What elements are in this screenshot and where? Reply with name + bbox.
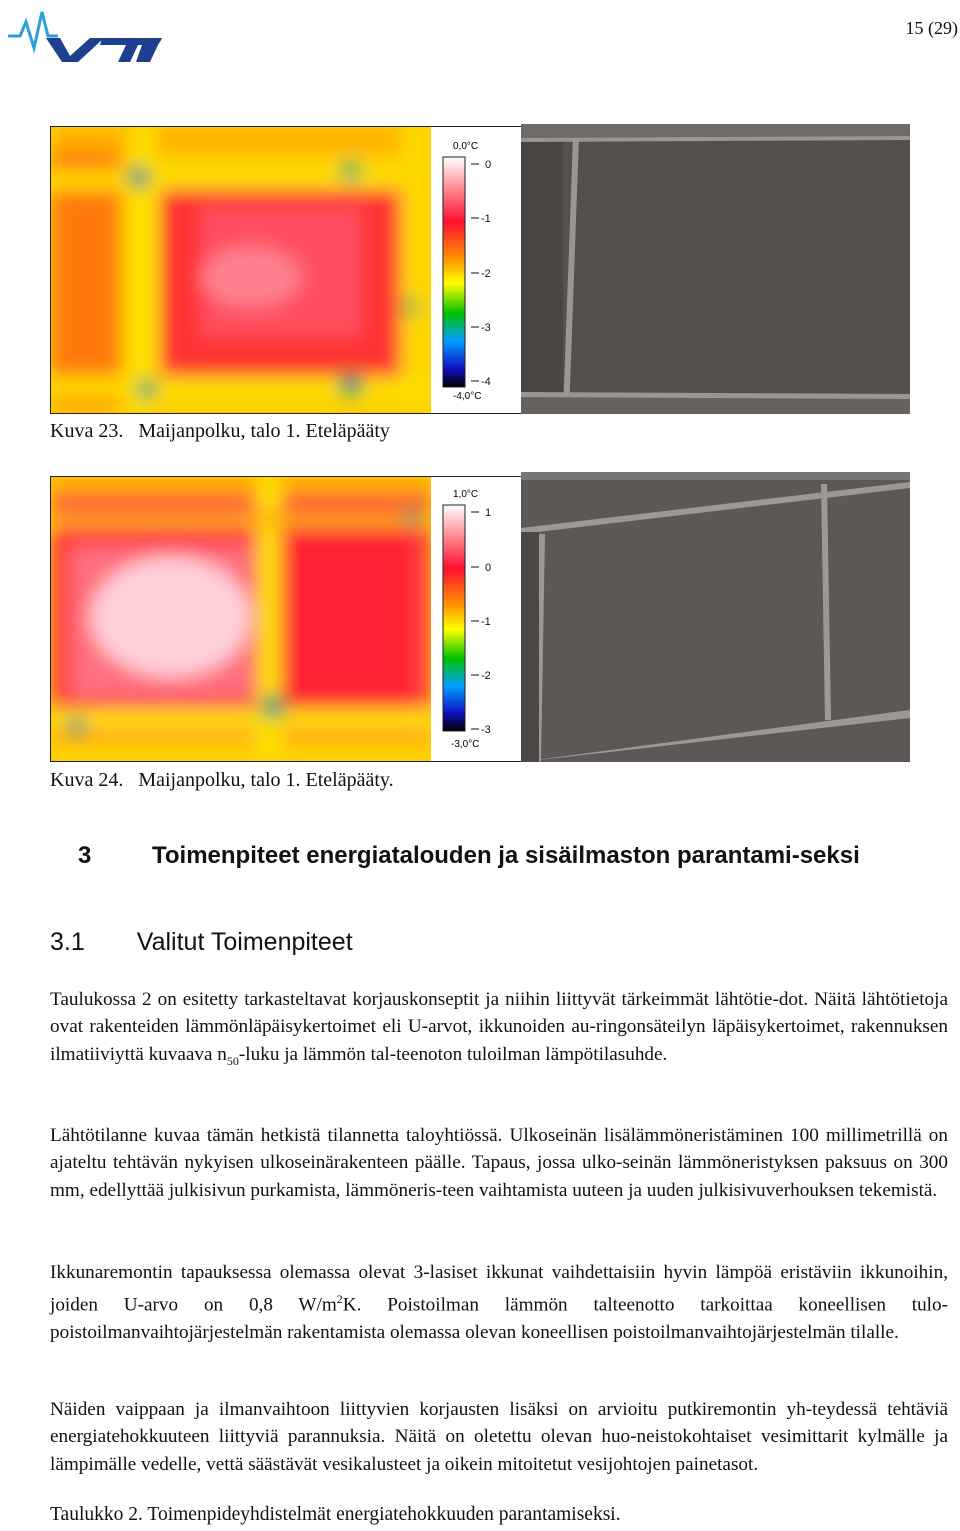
paragraph-3-superscript: 2 — [336, 1292, 343, 1307]
section-3-number: 3 — [78, 842, 92, 869]
page-number: 15 (29) — [905, 18, 958, 38]
thermal-image-24 — [50, 476, 522, 762]
paragraph-4: Näiden vaippaan ja ilmanvaihtoon liittyvien korjausten lisäksi on arvioitu putkiremontin yh-teydessä tehtäviä energiatehokkuuteen liittyviä parannuksia. Näitä on oletettu olevan huo-neistokohtaiset vesimittarit kylmälle ja lämpimälle vedelle, vettä säästävät vesikalusteet ja oikein mitoitetut vesijohtojen painetasot. — [50, 1399, 948, 1475]
figure-24-caption — [50, 769, 394, 792]
facade-photo-24 — [521, 472, 910, 762]
figure-24-label: Kuva 24. — [50, 769, 124, 791]
svg-text:-2: -2 — [481, 268, 491, 280]
svg-text:-1: -1 — [481, 213, 491, 225]
figure-23-caption — [50, 420, 390, 443]
facade-photo-23 — [521, 124, 910, 414]
paragraph-3-text-b: K. Poistoilman lämmön talteenotto tarkoittaa koneellisen tulo-poistoilmanvaihtojärjestelmän rakentamista olemassa olevan koneellisen poistoilmanvaihtojärjestelmän tilalle. — [50, 1294, 948, 1344]
figure-23-label: Kuva 23. — [50, 420, 124, 442]
svg-text:-4: -4 — [481, 376, 491, 388]
table-2-caption — [50, 1504, 621, 1526]
svg-text:-2: -2 — [481, 670, 491, 682]
section-3-title: Toimenpiteet energiatalouden ja sisäilmaston parantami-seksi — [152, 842, 860, 869]
paragraph-2: Lähtötilanne kuvaa tämän hetkistä tilannetta taloyhtiössä. Ulkoseinän lisälämmöneristäminen 100 millimetrillä on ajateltu tehtävän nykyisen ulkoseinärakenteen päälle. Tapaus, jossa ulko-seinän lämmöneristyksen paksuus on 300 mm, edellyttää julkisivun purkamista, lämmöneris-teen vaihtamista uuteen ja uuden julkisivuverhouksen tekemistä. — [50, 1125, 948, 1201]
svg-text:-3,0°C: -3,0°C — [451, 739, 480, 750]
paragraph-3 — [50, 1259, 948, 1347]
svg-text:1: 1 — [485, 507, 492, 519]
paragraph-1-subscript: 50 — [226, 1053, 239, 1068]
paragraph-1-text-a: Taulukossa 2 on esitetty tarkasteltavat korjauskonseptit ja niihin liittyvät tärkeimmät lähtötie-dot. Näitä lähtötietoja ovat rakenteiden lämmönläpäisykertoimet eli U-arvot, ikkunoiden au-ringonsäteilyn läpäisykertoimet, rakennuksen ilmatiiviyttä kuvaava n — [50, 989, 948, 1065]
table-2-caption-text: Toimenpideyhdistelmät energiatehokkuuden parantamiseksi. — [147, 1504, 621, 1525]
paragraph-1-text-b: -luku ja lämmön tal-teenoton tuloilman lämpötilasuhde. — [238, 1043, 668, 1065]
svg-text:0,0°C: 0,0°C — [453, 141, 479, 152]
figure-23-caption-text: Maijanpolku, talo 1. Eteläpääty — [138, 420, 390, 442]
section-3-1-heading — [50, 928, 353, 957]
svg-text:-1: -1 — [481, 616, 491, 628]
table-2-label: Taulukko 2. — [50, 1504, 143, 1525]
figure-24-caption-text: Maijanpolku, talo 1. Eteläpääty. — [138, 769, 394, 791]
svg-text:-4,0°C: -4,0°C — [453, 391, 482, 402]
svg-text:-3: -3 — [481, 322, 491, 334]
svg-text:1,0°C: 1,0°C — [453, 489, 479, 500]
svg-text:0: 0 — [485, 159, 492, 171]
svg-text:0: 0 — [485, 562, 492, 574]
section-3-1-title: Valitut Toimenpiteet — [136, 928, 353, 956]
svg-text:-3: -3 — [481, 724, 491, 736]
paragraph-1 — [50, 986, 948, 1075]
paragraph-3-text-a: Ikkunaremontin tapauksessa olemassa olevat 3-lasiset ikkunat vaihdettaisiin hyvin lämpöä eristäviin ikkunoihin, joiden U-arvo on 0,8 W/m — [50, 1262, 948, 1316]
section-3-1-number: 3.1 — [50, 928, 85, 956]
thermal-image-23 — [50, 126, 522, 414]
vtt-logo — [6, 8, 162, 64]
